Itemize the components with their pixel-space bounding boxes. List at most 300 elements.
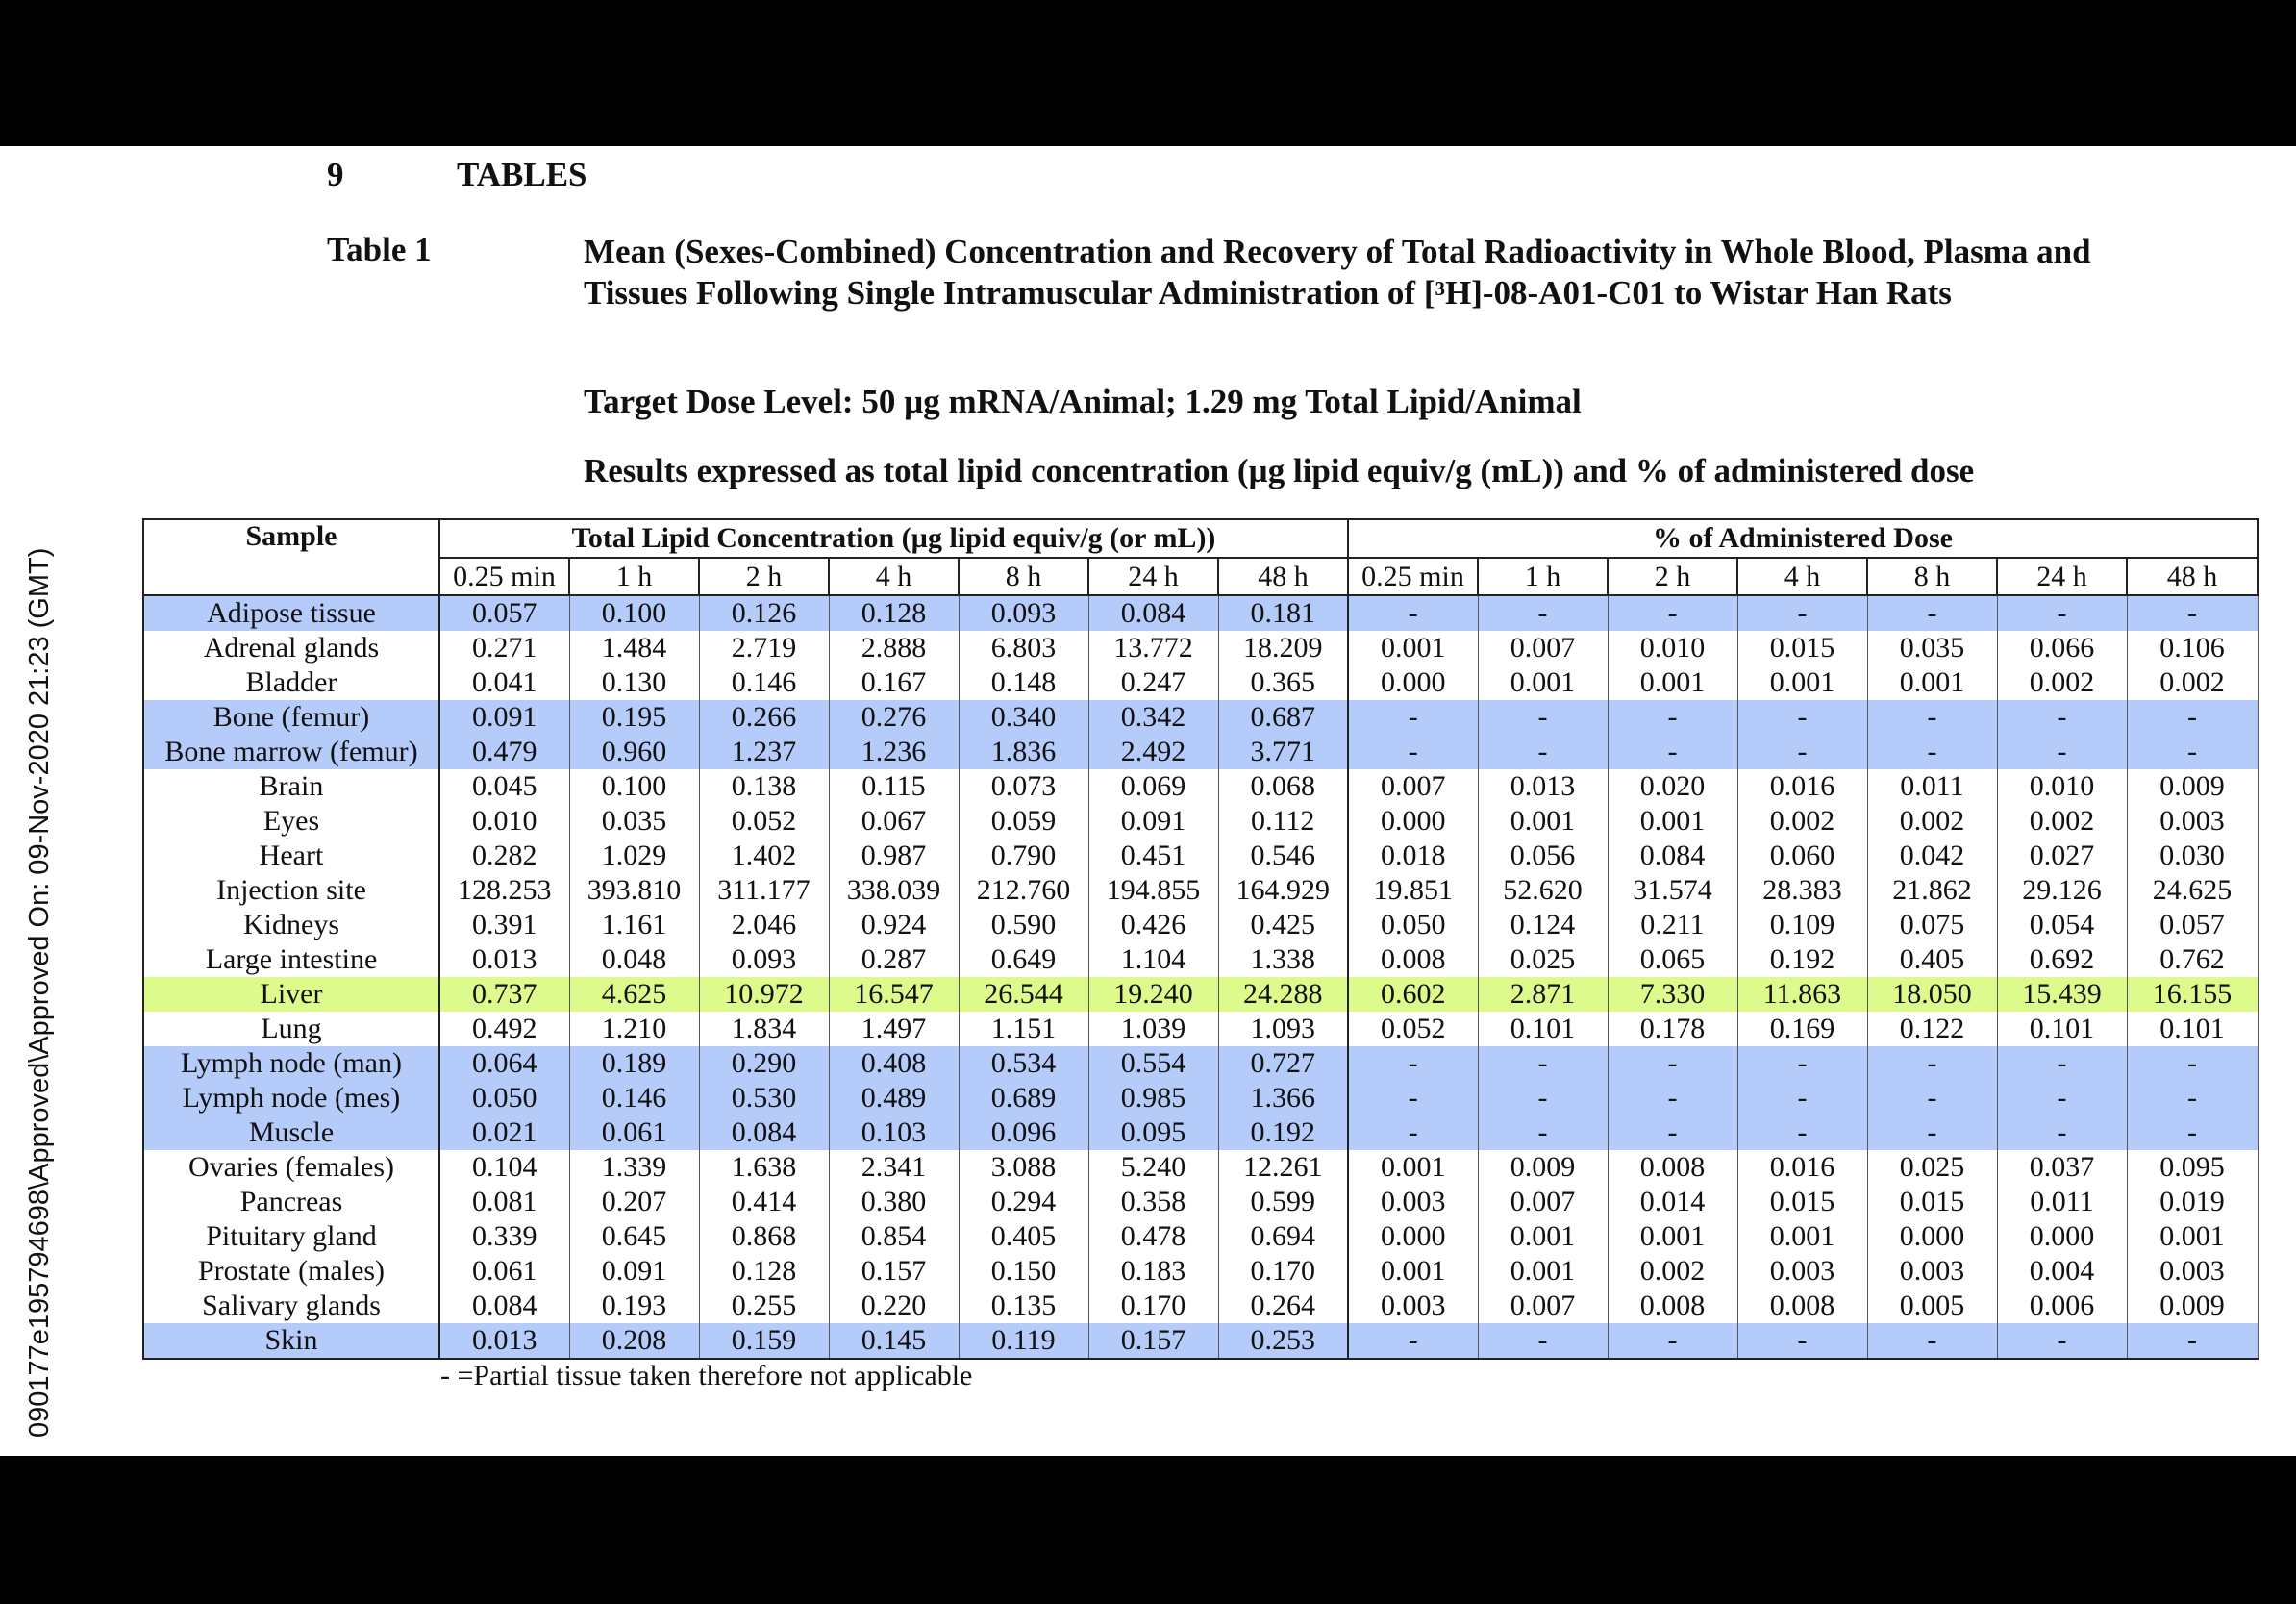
concentration-cell: 1.236 [829,735,959,769]
sample-cell: Salivary glands [143,1289,439,1323]
concentration-cell: 0.287 [829,942,959,977]
dose-cell: 0.015 [1737,1185,1867,1219]
concentration-cell: 0.130 [569,665,699,700]
time-header-cell: 2 h [1608,558,1737,595]
concentration-cell: 0.689 [959,1081,1088,1115]
table-row [143,1046,2258,1081]
concentration-cell: 0.183 [1088,1254,1218,1289]
dose-cell: 0.002 [1737,804,1867,839]
dose-cell: 0.002 [1867,804,1997,839]
concentration-cell: 0.146 [699,665,829,700]
dose-cell: - [1867,595,1997,631]
table-row [143,1150,2258,1185]
dose-cell: 0.002 [2127,665,2258,700]
dose-cell: - [1348,1115,1478,1150]
concentration-cell: 0.100 [569,595,699,631]
concentration-cell: 0.013 [439,1323,569,1359]
sample-cell: Lymph node (mes) [143,1081,439,1115]
concentration-cell: 0.057 [439,595,569,631]
time-header-cell: 4 h [1737,558,1867,595]
concentration-cell: 1.338 [1218,942,1348,977]
units-line: Results expressed as total lipid concentration (µg lipid equiv/g (mL)) and % of administered dose [584,452,1975,489]
sample-cell: Adrenal glands [143,631,439,665]
dose-cell: 0.001 [1608,804,1737,839]
concentration-cell: 1.104 [1088,942,1218,977]
dose-cell: 0.001 [1348,1150,1478,1185]
section-title: TABLES [457,156,587,193]
concentration-cell: 0.050 [439,1081,569,1115]
dose-cell: 0.000 [1997,1219,2127,1254]
concentration-cell: 0.868 [699,1219,829,1254]
dose-cell: 0.002 [1997,804,2127,839]
concentration-cell: 16.547 [829,977,959,1012]
dose-cell: 0.101 [1478,1012,1608,1046]
sample-cell: Pituitary gland [143,1219,439,1254]
concentration-cell: 0.271 [439,631,569,665]
concentration-cell: 1.366 [1218,1081,1348,1115]
dose-cell: 0.025 [1478,942,1608,977]
concentration-cell: 0.048 [569,942,699,977]
concentration-cell: 0.084 [439,1289,569,1323]
dose-cell: 0.001 [1348,1254,1478,1289]
concentration-cell: 0.091 [1088,804,1218,839]
dose-cell: 0.003 [1737,1254,1867,1289]
table-row [143,735,2258,769]
dose-cell: 0.008 [1348,942,1478,977]
time-header-cell: 1 h [1478,558,1608,595]
dose-group-header: % of Administered Dose [1348,519,2258,558]
concentration-cell: 0.091 [569,1254,699,1289]
sample-cell: Adipose tissue [143,595,439,631]
time-header-cell: 0.25 min [439,558,569,595]
dose-cell: 0.010 [1608,631,1737,665]
concentration-cell: 1.093 [1218,1012,1348,1046]
table-row [143,769,2258,804]
dose-cell: - [1737,1046,1867,1081]
dose-cell: 0.124 [1478,908,1608,942]
dose-cell: 28.383 [1737,873,1867,908]
table-row [143,873,2258,908]
concentration-cell: 0.093 [699,942,829,977]
concentration-cell: 0.854 [829,1219,959,1254]
dose-cell: - [1867,1081,1997,1115]
table-row [143,908,2258,942]
dose-cell: - [1348,1046,1478,1081]
dose-cell: 0.000 [1348,1219,1478,1254]
dose-cell: 0.001 [1348,631,1478,665]
concentration-cell: 0.119 [959,1323,1088,1359]
dose-cell: - [1478,735,1608,769]
dose-cell: - [1867,735,1997,769]
time-header-cell: 48 h [2127,558,2258,595]
concentration-cell: 0.021 [439,1115,569,1150]
dose-cell: - [1737,1115,1867,1150]
concentration-cell: 0.081 [439,1185,569,1219]
concentration-cell: 0.112 [1218,804,1348,839]
concentration-cell: 0.135 [959,1289,1088,1323]
dose-cell: 0.000 [1348,804,1478,839]
time-header-cell: 1 h [569,558,699,595]
concentration-cell: 0.045 [439,769,569,804]
dose-cell: - [1478,1115,1608,1150]
table-title: Mean (Sexes-Combined) Concentration and Recovery of Total Radioactivity in Whole Blood, Plasma and Tissues Following Single Intramuscular Administration of [³H]-08-A01-C01 to Wistar Han Rats [584,233,2091,312]
concentration-cell: 0.590 [959,908,1088,942]
concentration-cell: 0.013 [439,942,569,977]
dose-cell: 21.862 [1867,873,1997,908]
dose-cell: 0.762 [2127,942,2258,977]
concentration-cell: 0.084 [699,1115,829,1150]
dose-cell: 0.008 [1608,1289,1737,1323]
concentration-cell: 3.088 [959,1150,1088,1185]
concentration-cell: 2.719 [699,631,829,665]
dose-cell: - [2127,1323,2258,1359]
concentration-cell: 1.210 [569,1012,699,1046]
sample-cell: Prostate (males) [143,1254,439,1289]
dose-cell: - [1478,1081,1608,1115]
data-table [142,518,2259,1360]
dose-cell: 0.101 [2127,1012,2258,1046]
dose-cell: 0.000 [1348,665,1478,700]
dose-cell: 0.075 [1867,908,1997,942]
dose-cell: 0.020 [1608,769,1737,804]
concentration-cell: 0.084 [1088,595,1218,631]
dose-cell: - [2127,735,2258,769]
dose-cell: 29.126 [1997,873,2127,908]
dose-cell: 0.109 [1737,908,1867,942]
dose-cell: - [1608,1115,1737,1150]
concentration-cell: 0.380 [829,1185,959,1219]
time-header-cell: 24 h [1088,558,1218,595]
concentration-cell: 0.067 [829,804,959,839]
table-row [143,595,2258,631]
concentration-cell: 0.554 [1088,1046,1218,1081]
concentration-cell: 6.803 [959,631,1088,665]
dose-cell: 0.001 [2127,1219,2258,1254]
dose-cell: 0.050 [1348,908,1478,942]
sample-cell: Ovaries (females) [143,1150,439,1185]
dose-cell: - [1737,595,1867,631]
concentration-cell: 0.534 [959,1046,1088,1081]
concentration-cell: 0.093 [959,595,1088,631]
dose-cell: 31.574 [1608,873,1737,908]
dose-cell: - [1997,595,2127,631]
sample-cell: Lung [143,1012,439,1046]
dose-cell: 0.007 [1478,631,1608,665]
concentration-cell: 0.266 [699,700,829,735]
concentration-cell: 10.972 [699,977,829,1012]
concentration-cell: 0.069 [1088,769,1218,804]
concentration-cell: 0.727 [1218,1046,1348,1081]
concentration-cell: 0.599 [1218,1185,1348,1219]
time-header-cell: 8 h [959,558,1088,595]
dose-cell: 7.330 [1608,977,1737,1012]
dose-cell: 0.011 [1997,1185,2127,1219]
dose-cell: 0.007 [1478,1289,1608,1323]
section-number: 9 [327,156,344,193]
concentration-cell: 26.544 [959,977,1088,1012]
dose-cell: 0.060 [1737,839,1867,873]
concentration-cell: 0.052 [699,804,829,839]
concentration-cell: 1.638 [699,1150,829,1185]
time-header-cell: 8 h [1867,558,1997,595]
concentration-cell: 0.960 [569,735,699,769]
table-row [143,977,2258,1012]
concentration-cell: 5.240 [1088,1150,1218,1185]
dose-cell: 0.084 [1608,839,1737,873]
concentration-cell: 0.128 [829,595,959,631]
dose-cell: - [1348,595,1478,631]
concentration-cell: 0.138 [699,769,829,804]
dose-cell: - [1867,1323,1997,1359]
dose-cell: 52.620 [1478,873,1608,908]
concentration-cell: 12.261 [1218,1150,1348,1185]
dose-cell: 0.010 [1997,769,2127,804]
sample-cell: Bone (femur) [143,700,439,735]
concentration-cell: 0.342 [1088,700,1218,735]
dose-cell: 0.095 [2127,1150,2258,1185]
dose-cell: - [1867,1046,1997,1081]
dose-cell: 0.025 [1867,1150,1997,1185]
dose-cell: 0.008 [1608,1150,1737,1185]
concentration-cell: 0.104 [439,1150,569,1185]
dose-cell: - [1348,1081,1478,1115]
dose-cell: 0.003 [1348,1289,1478,1323]
concentration-cell: 0.068 [1218,769,1348,804]
dose-cell: 18.050 [1867,977,1997,1012]
concentration-cell: 311.177 [699,873,829,908]
table-label: Table 1 [327,231,432,268]
table-row [143,942,2258,977]
concentration-cell: 0.264 [1218,1289,1348,1323]
dose-cell: - [1478,595,1608,631]
concentration-cell: 0.426 [1088,908,1218,942]
dose-cell: 0.001 [1737,1219,1867,1254]
table-row [143,1219,2258,1254]
dose-cell: 15.439 [1997,977,2127,1012]
dose-cell: 0.054 [1997,908,2127,942]
dose-cell: 19.851 [1348,873,1478,908]
concentration-cell: 0.294 [959,1185,1088,1219]
dose-cell: 0.003 [2127,804,2258,839]
dose-cell: - [1478,1046,1608,1081]
concentration-cell: 0.195 [569,700,699,735]
concentration-cell: 0.924 [829,908,959,942]
dose-cell: - [1348,700,1478,735]
dose-cell: 0.001 [1608,1219,1737,1254]
concentration-cell: 0.451 [1088,839,1218,873]
concentration-cell: 0.170 [1088,1289,1218,1323]
dose-cell: 0.042 [1867,839,1997,873]
dose-cell: - [1867,1115,1997,1150]
dose-cell: 0.002 [1608,1254,1737,1289]
concentration-cell: 0.157 [1088,1323,1218,1359]
dose-cell: 0.016 [1737,769,1867,804]
dose-cell: - [1608,1081,1737,1115]
sample-cell: Bone marrow (femur) [143,735,439,769]
concentration-cell: 0.425 [1218,908,1348,942]
dose-cell: 0.015 [1737,631,1867,665]
time-header-cell: 48 h [1218,558,1348,595]
concentration-cell: 0.192 [1218,1115,1348,1150]
sample-cell: Bladder [143,665,439,700]
dose-cell: - [1608,1323,1737,1359]
dose-cell: 0.003 [2127,1254,2258,1289]
concentration-cell: 1.497 [829,1012,959,1046]
concentration-cell: 2.046 [699,908,829,942]
concentration-cell: 1.339 [569,1150,699,1185]
dose-cell: 0.052 [1348,1012,1478,1046]
dose-cell: - [2127,1046,2258,1081]
concentration-cell: 0.247 [1088,665,1218,700]
dose-cell: 0.008 [1737,1289,1867,1323]
concentration-cell: 0.546 [1218,839,1348,873]
table-row [143,665,2258,700]
concentration-cell: 194.855 [1088,873,1218,908]
concentration-cell: 2.341 [829,1150,959,1185]
concentration-cell: 0.987 [829,839,959,873]
concentration-cell: 0.181 [1218,595,1348,631]
dose-cell: - [1608,735,1737,769]
table-row [143,1254,2258,1289]
concentration-cell: 0.157 [829,1254,959,1289]
dose-cell: 0.001 [1608,665,1737,700]
concentration-cell: 0.985 [1088,1081,1218,1115]
dose-cell: 0.106 [2127,631,2258,665]
concentration-cell: 0.159 [699,1323,829,1359]
concentration-cell: 0.193 [569,1289,699,1323]
concentration-cell: 0.103 [829,1115,959,1150]
dose-cell: 0.019 [2127,1185,2258,1219]
approval-stamp: 090177e195794698\Approved\Approved On: 09-Nov-2020 21:23 (GMT) [24,547,55,1438]
concentration-cell: 13.772 [1088,631,1218,665]
concentration-cell: 4.625 [569,977,699,1012]
concentration-cell: 0.146 [569,1081,699,1115]
dose-cell: - [2127,1115,2258,1150]
concentration-group-header: Total Lipid Concentration (µg lipid equiv/g (or mL)) [439,519,1348,558]
dose-cell: - [2127,1081,2258,1115]
dose-cell: - [1737,1323,1867,1359]
concentration-cell: 0.414 [699,1185,829,1219]
footnote: - =Partial tissue taken therefore not applicable [440,1360,973,1391]
time-header-cell: 4 h [829,558,959,595]
dose-cell: 0.004 [1997,1254,2127,1289]
concentration-cell: 0.340 [959,700,1088,735]
sample-cell: Large intestine [143,942,439,977]
dose-cell: 0.122 [1867,1012,1997,1046]
concentration-cell: 1.834 [699,1012,829,1046]
sample-cell: Lymph node (man) [143,1046,439,1081]
concentration-cell: 0.687 [1218,700,1348,735]
concentration-cell: 0.059 [959,804,1088,839]
dose-cell: 0.014 [1608,1185,1737,1219]
dose-cell: - [1737,700,1867,735]
concentration-cell: 1.836 [959,735,1088,769]
concentration-cell: 0.649 [959,942,1088,977]
concentration-cell: 0.128 [699,1254,829,1289]
concentration-cell: 0.220 [829,1289,959,1323]
concentration-cell: 0.405 [959,1219,1088,1254]
concentration-cell: 1.402 [699,839,829,873]
table-row [143,1185,2258,1219]
dose-cell: 2.871 [1478,977,1608,1012]
concentration-cell: 2.492 [1088,735,1218,769]
dose-cell: - [1997,700,2127,735]
dose-cell: 0.030 [2127,839,2258,873]
table-row [143,839,2258,873]
dose-cell: 0.066 [1997,631,2127,665]
concentration-cell: 1.151 [959,1012,1088,1046]
concentration-cell: 1.161 [569,908,699,942]
dose-cell: - [2127,595,2258,631]
concentration-cell: 0.096 [959,1115,1088,1150]
dose-cell: - [1737,1081,1867,1115]
dose-cell: - [1997,1046,2127,1081]
time-header-row [143,558,2258,595]
concentration-cell: 1.484 [569,631,699,665]
concentration-cell: 0.492 [439,1012,569,1046]
dose-cell: 0.001 [1478,1254,1608,1289]
concentration-cell: 164.929 [1218,873,1348,908]
dose-cell: - [1608,595,1737,631]
concentration-cell: 1.237 [699,735,829,769]
dose-cell: 0.001 [1478,1219,1608,1254]
dose-cell: 0.056 [1478,839,1608,873]
dose-cell: 0.015 [1867,1185,1997,1219]
concentration-cell: 0.253 [1218,1323,1348,1359]
dose-cell: - [1348,735,1478,769]
dose-cell: 0.027 [1997,839,2127,873]
sample-cell: Liver [143,977,439,1012]
table-row [143,700,2258,735]
concentration-cell: 0.255 [699,1289,829,1323]
concentration-cell: 0.095 [1088,1115,1218,1150]
concentration-cell: 3.771 [1218,735,1348,769]
dose-cell: 16.155 [2127,977,2258,1012]
dose-cell: 0.011 [1867,769,1997,804]
concentration-cell: 0.150 [959,1254,1088,1289]
dose-cell: 0.405 [1867,942,1997,977]
concentration-cell: 0.189 [569,1046,699,1081]
concentration-cell: 0.207 [569,1185,699,1219]
dose-cell: 0.101 [1997,1012,2127,1046]
concentration-cell: 338.039 [829,873,959,908]
table-row [143,1323,2258,1359]
dose-cell: 0.000 [1867,1219,1997,1254]
dose-cell: 0.169 [1737,1012,1867,1046]
concentration-cell: 0.645 [569,1219,699,1254]
dose-cell: 0.009 [1478,1150,1608,1185]
dose-cell: - [2127,700,2258,735]
dose-cell: - [1997,735,2127,769]
sample-cell: Kidneys [143,908,439,942]
dose-cell: 0.602 [1348,977,1478,1012]
concentration-cell: 393.810 [569,873,699,908]
concentration-cell: 0.010 [439,804,569,839]
table-row [143,1081,2258,1115]
table-row [143,1115,2258,1150]
dose-cell: 0.009 [2127,1289,2258,1323]
table-body [143,595,2258,1359]
concentration-cell: 0.282 [439,839,569,873]
concentration-cell: 0.408 [829,1046,959,1081]
concentration-cell: 212.760 [959,873,1088,908]
concentration-cell: 0.100 [569,769,699,804]
concentration-cell: 0.148 [959,665,1088,700]
dose-cell: 0.001 [1478,804,1608,839]
concentration-cell: 0.208 [569,1323,699,1359]
dose-cell: - [1608,700,1737,735]
dose-cell: 0.003 [1867,1254,1997,1289]
